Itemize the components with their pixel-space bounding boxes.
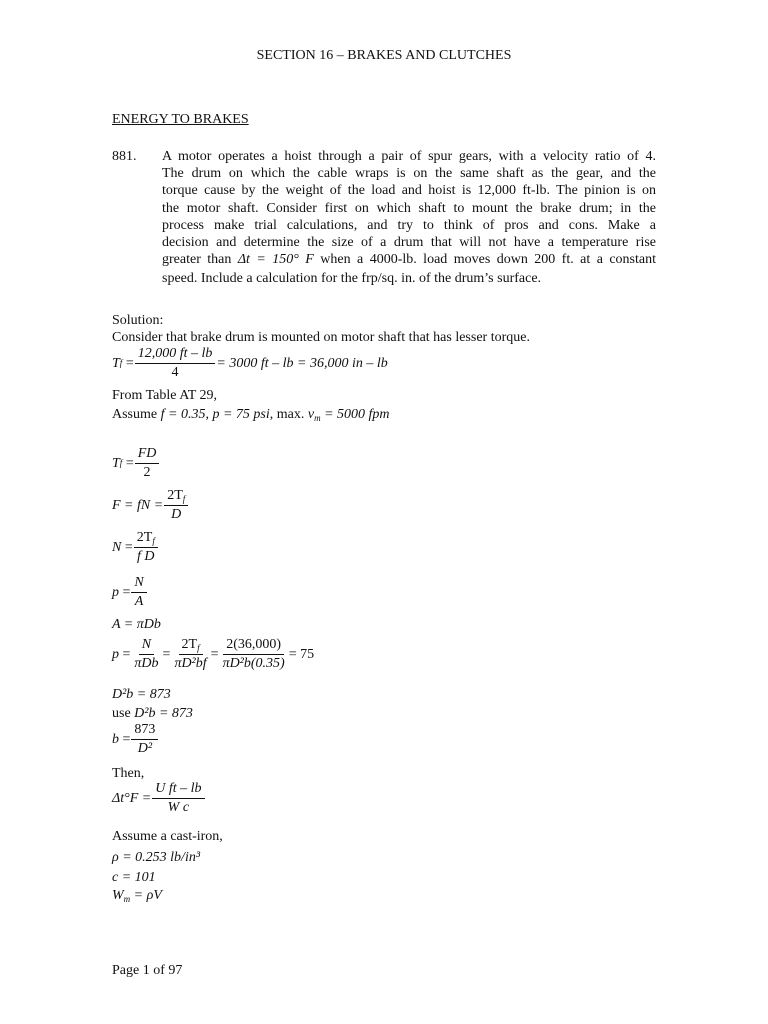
friction-torque-calc: T f = $\frac{12,000 ft - lb}{4}$ = 3000 ft – lb = 36,000 in – lb bbox=[112, 346, 388, 381]
page-footer: Page 1 of 97 bbox=[112, 963, 183, 978]
eq-density: ρ = 0.253 lb/in³ bbox=[112, 850, 201, 865]
eq-b: b = $\frac{873}{\text{D²}}$ bbox=[112, 722, 159, 757]
eq-pressure-expanded: p = $\frac{N}{\text{πDb}}$ = $\frac{2T_f}{\text{πD²bf}}$ = $\frac{2(36,000)}{\text{πD²b(0.35)}}$ = 75 bbox=[112, 637, 315, 672]
eq-pressure: p = $\frac{N}{A}$ bbox=[112, 575, 148, 610]
assume-cast-iron: Assume a cast-iron, bbox=[112, 829, 223, 844]
use-statement: use D²b = 873 bbox=[112, 706, 193, 721]
problem-line: the motor shaft. Consider first on which shaft to mount the brake drum; in the bbox=[162, 200, 656, 216]
problem-line: speed. Include a calculation for the frp/sq. in. of the drum’s surface. bbox=[162, 271, 542, 287]
eq-normal-force: N = $\frac{2T_f}{\text{f D}}$ bbox=[112, 530, 159, 565]
problem-line: greater than Δt = 150° F when a 4000-lb. load moves down 200 ft. at a constant bbox=[162, 252, 657, 268]
eq-mass: $W_m = \rho V$ bbox=[112, 888, 162, 904]
section-title: ENERGY TO BRAKES bbox=[112, 112, 249, 127]
eq-temperature-rise: Δt°F = $\frac{\text{U ft – lb}}{\text{W c}}$ bbox=[112, 781, 206, 816]
eq-area: A = πDb bbox=[112, 617, 161, 632]
assumptions: Assume f = 0.35, p = 75 psi, max. $v_m = 5000$ fpm bbox=[112, 407, 390, 423]
table-reference: From Table AT 29, bbox=[112, 388, 218, 403]
problem-line: A motor operates a hoist through a pair of spur gears, with a velocity ratio of 4. bbox=[162, 149, 656, 164]
eq-tf: T f = $\frac{FD}{2}$ bbox=[112, 446, 160, 481]
page-header: SECTION 16 – BRAKES AND CLUTCHES bbox=[256, 48, 512, 63]
fraction: $\frac{12,000 ft - lb}{4}$ bbox=[135, 346, 216, 381]
problem-line: The drum on which the cable wraps is on the same shaft as the gear, and the bbox=[162, 166, 656, 182]
eq-d2b: D²b = 873 bbox=[112, 687, 171, 702]
problem-line: process make trial calculations, and try to think of pros and cons. Make a bbox=[162, 217, 656, 233]
eq-friction-force: F = fN = $\frac{2T_f}{D}$ bbox=[112, 488, 189, 523]
then-label: Then, bbox=[112, 766, 145, 781]
problem-number: 881. bbox=[112, 149, 137, 164]
problem-line: torque cause by the weight of the load and hoist is 12,000 ft-lb. The pinion is on bbox=[162, 183, 656, 199]
temperature-rise-math: Δt = 150° F bbox=[237, 252, 314, 268]
problem-line: decision and determine the size of a drum that will not have a temperature rise bbox=[162, 234, 656, 250]
problem-statement bbox=[162, 148, 656, 287]
eq-specific-heat: c = 101 bbox=[112, 870, 156, 885]
solution-label: Solution: bbox=[112, 313, 164, 328]
solution-intro: Consider that brake drum is mounted on motor shaft that has lesser torque. bbox=[112, 330, 530, 345]
